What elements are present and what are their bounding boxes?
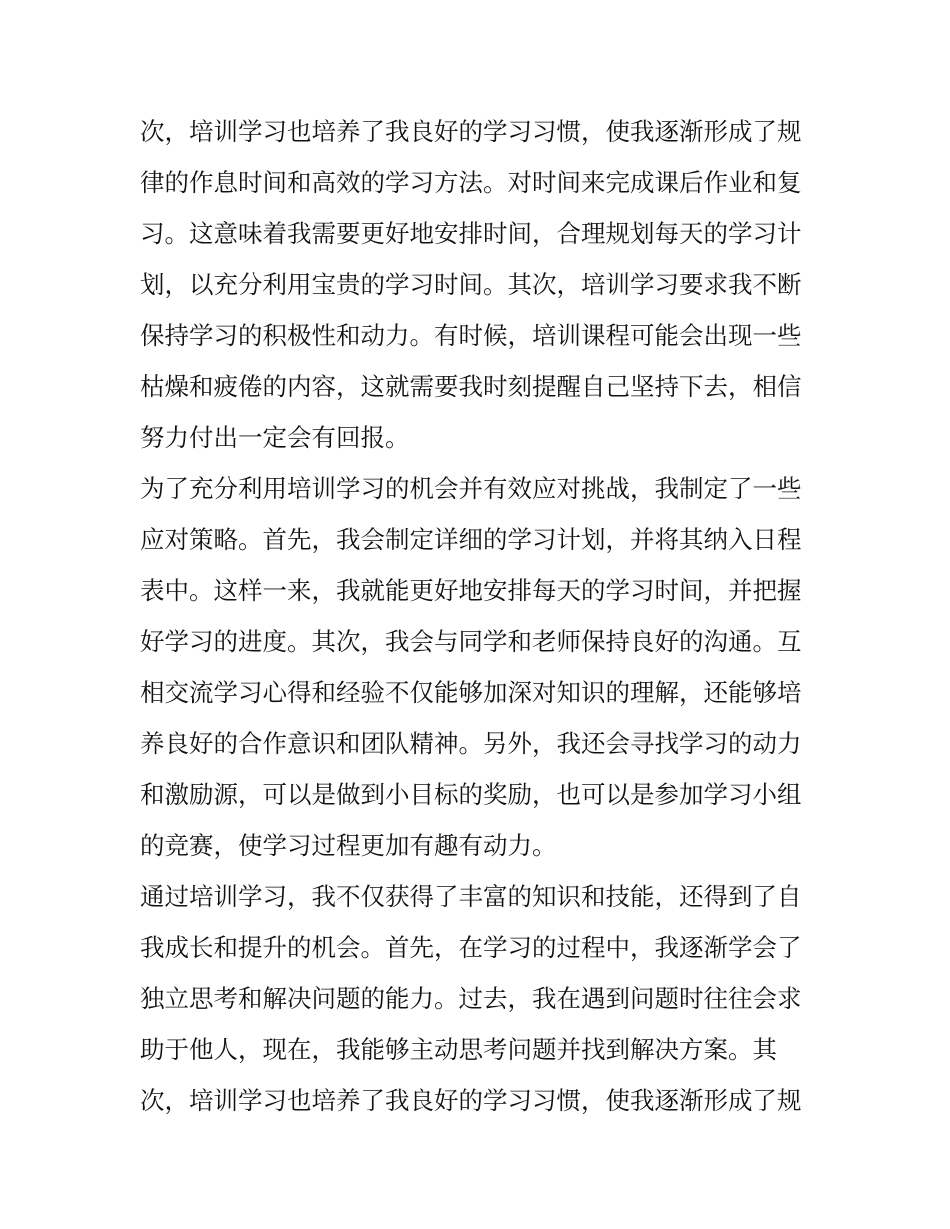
text-line: 的竞赛，使学习过程更加有趣有动力。	[140, 831, 557, 860]
text-line: 划，以充分利用宝贵的学习时间。其次，培训学习要求我不断	[140, 270, 802, 299]
text-line: 我成长和提升的机会。首先，在学习的过程中，我逐渐学会了	[140, 933, 802, 962]
text-line: 次，培训学习也培养了我良好的学习习惯，使我逐渐形成了规	[140, 1086, 802, 1115]
document-body	[140, 106, 820, 1126]
text-line: 助于他人，现在，我能够主动思考问题并找到解决方案。其	[140, 1035, 777, 1064]
text-line: 保持学习的积极性和动力。有时候，培训课程可能会出现一些	[140, 321, 802, 350]
text-line: 努力付出一定会有回报。	[140, 423, 410, 452]
text-line: 应对策略。首先，我会制定详细的学习计划，并将其纳入日程	[140, 525, 802, 554]
text-line: 次，培训学习也培养了我良好的学习习惯，使我逐渐形成了规	[140, 117, 802, 146]
text-line: 习。这意味着我需要更好地安排时间，合理规划每天的学习计	[140, 219, 802, 248]
text-line: 律的作息时间和高效的学习方法。对时间来完成课后作业和复	[140, 168, 802, 197]
text-line: 和激励源，可以是做到小目标的奖励，也可以是参加学习小组	[140, 780, 802, 809]
text-line: 好学习的进度。其次，我会与同学和老师保持良好的沟通。互	[140, 627, 802, 656]
text-line: 表中。这样一来，我就能更好地安排每天的学习时间，并把握	[140, 576, 802, 605]
text-line: 通过培训学习，我不仅获得了丰富的知识和技能，还得到了自	[140, 882, 802, 911]
text-line: 养良好的合作意识和团队精神。另外，我还会寻找学习的动力	[140, 729, 802, 758]
text-line: 相交流学习心得和经验不仅能够加深对知识的理解，还能够培	[140, 678, 802, 707]
text-line: 为了充分利用培训学习的机会并有效应对挑战，我制定了一些	[140, 474, 802, 503]
text-line: 独立思考和解决问题的能力。过去，我在遇到问题时往往会求	[140, 984, 802, 1013]
text-line: 枯燥和疲倦的内容，这就需要我时刻提醒自己坚持下去，相信	[140, 372, 802, 401]
